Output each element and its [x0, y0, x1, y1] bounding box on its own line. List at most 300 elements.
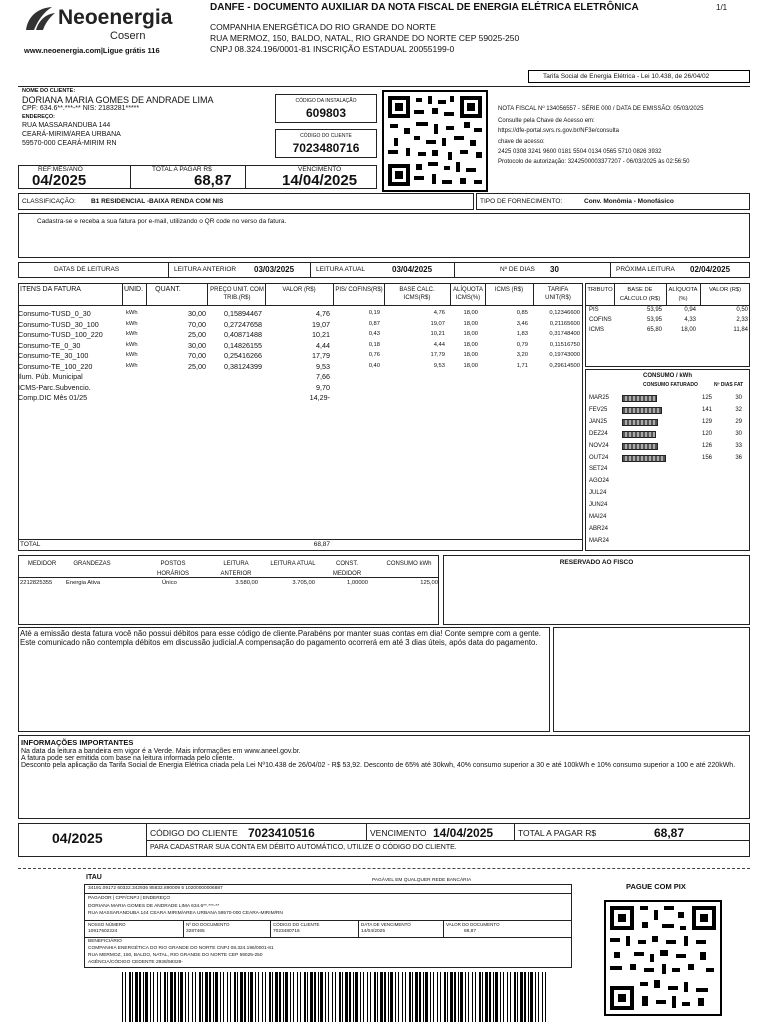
consumption-value: 129 — [701, 418, 712, 425]
barcode-bar — [285, 972, 288, 1022]
barcode-bar — [220, 972, 221, 1022]
barcode-bar — [468, 972, 469, 1022]
invoice-number: NOTA FISCAL Nº 134056557 - SÉRIE 000 / DATA DE EMISSÃO: 05/03/2025 — [498, 106, 704, 112]
items-cell: kWh — [126, 352, 138, 358]
pix-qr-code[interactable] — [604, 900, 722, 1016]
digitable-line: 34191.09172 60322.342936 85832.890009 5 10200000006887 — [88, 886, 223, 891]
barcode-bar — [145, 972, 148, 1022]
installation-code: 609803 — [305, 106, 347, 120]
items-cell: 18,00 — [463, 320, 478, 327]
barcode-bar — [174, 972, 176, 1022]
items-cell: 30,00 — [188, 309, 206, 318]
items-cell: 30,00 — [188, 340, 206, 350]
meter-header-2: POSTOS HORÁRIOS — [156, 561, 189, 577]
message-text: Até a emissão desta fatura você não possui débitos para esse código de cliente.Parabéns por manter suas contas em dia! Conte sempre com a gente. Este comunicado não contempla débitos em discussão judicial.A compensação do pagamento ocorrerá em até 3 dias úteis, após data do pagamento. — [20, 629, 541, 647]
next-reading-date: 02/04/2025 — [690, 265, 731, 274]
barcode-bar — [437, 972, 438, 1022]
info-box — [18, 735, 750, 819]
barcode[interactable] — [120, 972, 550, 1022]
barcode-bar — [234, 972, 236, 1022]
items-cell: 17,79 — [430, 352, 445, 358]
company-cnpj: CNPJ 08.324.196/0001-81 INSCRIÇÃO ESTADUAL 20055199-0 — [210, 44, 455, 54]
logo-subtext: Cosern — [110, 30, 146, 42]
barcode-bar — [489, 972, 491, 1022]
barcode-bar — [388, 972, 389, 1022]
tax-cell: 18,00 — [680, 327, 696, 333]
client-name: DORIANA MARIA GOMES DE ANDRADE LIMA — [22, 95, 214, 105]
tax-header-2: ALÍQUOTA (%) — [668, 287, 698, 302]
month-label: OUT24 — [589, 454, 609, 461]
consumption-bar — [622, 407, 662, 414]
items-cell: 0,19743000 — [549, 352, 580, 358]
items-cell: 25,00 — [188, 361, 206, 371]
barcode-bar — [255, 972, 256, 1022]
barcode-bar — [150, 972, 151, 1022]
items-header-0: ITENS DA FATURA — [20, 286, 81, 293]
items-cell: 0,87 — [368, 320, 380, 327]
barcode-bar — [223, 972, 224, 1022]
items-cell: 0,15894467 — [224, 309, 262, 318]
items-cell: Comp.DIC Mês 01/25 — [18, 393, 88, 402]
items-total-label: TOTAL — [20, 541, 41, 548]
barcode-bar — [248, 972, 249, 1022]
barcode-bar — [192, 972, 193, 1022]
items-cell: 9,53 — [316, 361, 330, 371]
items-cell: 0,43 — [368, 331, 380, 337]
items-cell: 10,21 — [430, 331, 445, 337]
items-total: 68,87 — [313, 541, 330, 548]
barcode-bar — [472, 972, 473, 1022]
items-cell: ICMS-Parc.Subvencio. — [18, 382, 91, 392]
reserved-fisco-box: RESERVADO AO FISCO — [443, 555, 750, 625]
current-reading-date: 03/04/2025 — [392, 265, 433, 274]
barcode-bar — [507, 972, 508, 1022]
barcode-bar — [447, 972, 448, 1022]
info-line-1: Na data da leitura a bandeira em vigor é a Verde. Mais informações em www.aneel.gov.br. — [21, 748, 301, 755]
barcode-bar — [215, 972, 218, 1022]
barcode-bar — [380, 972, 383, 1022]
barcode-bar — [538, 972, 539, 1022]
footer-ref: 04/2025 — [52, 830, 103, 846]
barcode-bar — [345, 972, 348, 1022]
barcode-bar — [363, 972, 364, 1022]
billing-days: 30 — [735, 430, 742, 437]
items-cell: 9,70 — [316, 382, 330, 392]
installation-code-box: CÓDIGO DA INSTALAÇÃO 609803 — [275, 94, 377, 123]
barcode-bar — [367, 972, 368, 1022]
address-line-1: RUA MASSARANDUBA 144 — [22, 122, 111, 129]
client-code: 7023480716 — [292, 141, 360, 155]
items-cell: 0,18 — [368, 341, 380, 348]
items-cell: 70,00 — [188, 319, 206, 329]
items-cell: 18,00 — [463, 310, 478, 316]
items-cell: 0,25416266 — [224, 351, 262, 360]
barcode-bar — [195, 972, 196, 1022]
barcode-bar — [307, 972, 308, 1022]
barcode-bar — [402, 972, 403, 1022]
barcode-bar — [258, 972, 259, 1022]
barcode-bar — [213, 972, 214, 1022]
document-title: DANFE - DOCUMENTO AUXILIAR DA NOTA FISCAL DE ENERGIA ELÉTRICA ELETRÔNICA — [210, 2, 639, 13]
barcode-bar — [503, 972, 504, 1022]
items-header-9: TARIFA UNIT(R$) — [545, 287, 571, 301]
barcode-bar — [415, 972, 418, 1022]
barcode-bar — [328, 972, 329, 1022]
barcode-bar — [419, 972, 421, 1022]
items-cell: 4,44 — [433, 341, 445, 348]
barcode-icon — [120, 972, 550, 1022]
side-box — [553, 627, 750, 732]
agency-code: AGÊNCIA/CÓDIGO CEDENTE 2938/59328- — [88, 960, 183, 965]
items-cell: Consumo-TUSD_100_220 — [18, 330, 103, 339]
barcode-bar — [475, 972, 476, 1022]
total-amount: 68,87 — [194, 172, 232, 189]
items-cell: 17,79 — [312, 351, 330, 360]
barcode-bar — [390, 972, 393, 1022]
items-cell: 0,79 — [516, 341, 528, 348]
items-cell: 19,07 — [312, 319, 330, 329]
auto-debit-note: PARA CADASTRAR SUA CONTA EM DÉBITO AUTOMÁTICO, UTILIZE O CÓDIGO DO CLIENTE. — [150, 844, 457, 851]
barcode-bar — [279, 972, 281, 1022]
barcode-bar — [528, 972, 529, 1022]
barcode-bar — [250, 972, 253, 1022]
ref-month: 04/2025 — [32, 172, 87, 189]
items-cell: 4,76 — [433, 310, 445, 316]
tarifa-social-banner: Tarifa Social de Energia Elétrica - Lei 10.438, de 26/04/02 — [528, 70, 750, 83]
items-cell: 0,21165600 — [549, 320, 580, 327]
consumption-bar — [622, 431, 656, 438]
consumption-title: CONSUMO / kWh — [643, 373, 692, 379]
items-cell: 18,00 — [463, 352, 478, 358]
items-header-2: QUANT. — [155, 286, 181, 293]
items-cell: 1,71 — [516, 362, 528, 369]
barcode-bar — [167, 972, 168, 1022]
consumption-value: 120 — [701, 430, 712, 437]
meter-cell: Energia Ativa — [66, 580, 101, 586]
barcode-bar — [374, 972, 376, 1022]
payer-address: RUA MASSARANDUBA 144 CEARA MIRIM/AREA URBANA 59570-000 CEARA-MIRIM/RN — [88, 911, 283, 916]
barcode-bar — [185, 972, 186, 1022]
consumption-bar — [622, 419, 658, 426]
barcode-bar — [205, 972, 208, 1022]
meter-header-6: CONSUMO kWh — [386, 561, 432, 567]
items-cell: 10,21 — [312, 330, 330, 339]
barcode-bar — [542, 972, 543, 1022]
items-cell: kWh — [126, 341, 138, 348]
barcode-bar — [237, 972, 238, 1022]
bank-name: ITAU — [86, 874, 102, 881]
barcode-bar — [342, 972, 343, 1022]
meter-header-1: GRANDEZAS — [73, 561, 111, 567]
tax-cell: PIS — [589, 307, 599, 313]
payable-anywhere: PAGÁVEL EM QUALQUER REDE BANCÁRIA — [372, 878, 472, 883]
meter-cell: 2212825355 — [20, 580, 53, 586]
nf-qr-code[interactable] — [382, 90, 488, 192]
barcode-bar — [240, 972, 243, 1022]
address-line-2: CEARÁ-MIRIM/AREA URBANA — [22, 131, 121, 138]
barcode-bar — [500, 972, 501, 1022]
tax-cell: COFINS — [589, 317, 612, 323]
barcode-bar — [398, 972, 399, 1022]
barcode-bar — [320, 972, 323, 1022]
items-cell: 0,29614500 — [549, 362, 580, 369]
barcode-bar — [430, 972, 431, 1022]
items-header-3: PREÇO UNIT. COM TRIB.(R$) — [210, 287, 264, 301]
footer-total: 68,87 — [654, 826, 685, 840]
barcode-bar — [482, 972, 483, 1022]
meter-cell: 1,00000 — [347, 580, 368, 586]
consumption-value: 141 — [701, 406, 712, 413]
notice-text: Cadastra-se e receba a sua fatura por e-mail, utilizando o QR code no verso da fatura. — [37, 218, 287, 225]
items-cell: 0,40 — [368, 362, 380, 369]
billing-days: 36 — [735, 454, 742, 461]
barcode-bar — [275, 972, 278, 1022]
items-cell: 0,38124399 — [224, 361, 262, 371]
barcode-bar — [514, 972, 516, 1022]
items-header-6: BASE CALC. ICMS(R$) — [399, 287, 435, 301]
meter-cell: 125,00 — [420, 580, 438, 586]
footer-due-date: 14/04/2025 — [433, 826, 494, 840]
meter-header-4: LEITURA ATUAL — [270, 561, 316, 567]
consumption-value: 125 — [701, 395, 712, 401]
barcode-bar — [412, 972, 413, 1022]
barcode-bar — [458, 972, 459, 1022]
items-cell: 18,00 — [463, 341, 478, 348]
barcode-bar — [377, 972, 378, 1022]
access-key-label: chave de acesso: — [498, 139, 545, 145]
barcode-bar — [297, 972, 298, 1022]
consumption-bar — [622, 455, 666, 462]
barcode-bar — [332, 972, 333, 1022]
items-cell: 1,83 — [516, 331, 528, 337]
meter-cell: 3.705,00 — [292, 580, 315, 586]
barcode-bar — [244, 972, 246, 1022]
items-header-7: ALÍQUOTA ICMS(%) — [453, 287, 483, 301]
barcode-bar — [122, 972, 123, 1022]
tax-cell: 53,95 — [646, 317, 662, 323]
info-line-3: Desconto pela aplicação da Tarifa Social de Energia Elétrica criada pela Lei Nº10.438 de 26/04/02 - R$ 53,92. Desconto de 65% até 30kwh, 40% consumo superior a 30 e até 100kWh e 10% consumo superior a 100 e até 220kWh. — [21, 762, 736, 769]
barcode-bar — [530, 972, 533, 1022]
month-label: ABR24 — [589, 525, 609, 532]
due-date: 14/04/2025 — [282, 172, 358, 189]
beneficiary-address: RUA MERMOZ, 150, BALDO, NATAL, RIO GRANDE DO NORTE CEP 59025-250 — [88, 953, 263, 958]
barcode-bar — [535, 972, 536, 1022]
tax-cell: ICMS — [589, 327, 604, 333]
meter-cell: 3.580,00 — [235, 580, 258, 586]
barcode-bar — [164, 972, 166, 1022]
items-cell: 7,66 — [316, 372, 330, 381]
barcode-bar — [300, 972, 301, 1022]
items-cell: 3,20 — [516, 352, 528, 358]
items-cell: kWh — [126, 331, 138, 337]
barcode-bar — [444, 972, 446, 1022]
barcode-bar — [318, 972, 319, 1022]
month-label: SET24 — [589, 466, 608, 473]
items-cell: Consumo-TUSD_30_100 — [18, 319, 99, 329]
barcode-bar — [262, 972, 263, 1022]
items-header-4: VALOR (R$) — [282, 287, 316, 293]
barcode-bar — [423, 972, 424, 1022]
barcode-bar — [153, 972, 154, 1022]
days-count: 30 — [550, 265, 559, 274]
tax-cell: 65,80 — [646, 327, 662, 333]
barcode-bar — [304, 972, 306, 1022]
month-label: JUN24 — [589, 502, 608, 509]
barcode-bar — [139, 972, 141, 1022]
items-header-1: UNID. — [124, 286, 144, 293]
billing-days: 29 — [735, 418, 742, 425]
items-cell: 4,44 — [316, 340, 330, 350]
site-link[interactable]: www.neoenergia.com|Ligue grátis 116 — [24, 46, 160, 55]
consulta-url[interactable]: https://dfe-portal.svrs.rs.gov.br/NF3e/consulta — [498, 128, 619, 134]
meter-cell: Único — [162, 580, 177, 586]
tax-cell: 2,33 — [736, 317, 748, 323]
neoenergia-logo — [24, 4, 174, 44]
month-label: MAR24 — [589, 537, 610, 544]
items-cell: 0,27247658 — [224, 319, 262, 329]
items-cell: Consumo-TUSD_0_30 — [18, 309, 91, 318]
items-cell: Consumo-TE_0_30 — [18, 340, 81, 350]
barcode-bar — [129, 972, 131, 1022]
barcode-bar — [160, 972, 161, 1022]
barcode-bar — [283, 972, 284, 1022]
barcode-bar — [450, 972, 453, 1022]
barcode-bar — [440, 972, 441, 1022]
items-header-5: PIS/ COFINS(R$) — [335, 287, 383, 293]
barcode-bar — [355, 972, 358, 1022]
barcode-bar — [485, 972, 488, 1022]
month-label: JUL24 — [589, 490, 607, 497]
barcode-bar — [265, 972, 266, 1022]
items-cell: 0,40871488 — [224, 330, 262, 339]
barcode-bar — [272, 972, 273, 1022]
items-cell: 0,14826155 — [224, 340, 262, 350]
barcode-bar — [433, 972, 434, 1022]
barcode-bar — [465, 972, 466, 1022]
barcode-bar — [125, 972, 126, 1022]
barcode-bar — [384, 972, 386, 1022]
items-cell: 18,00 — [463, 331, 478, 337]
barcode-bar — [405, 972, 406, 1022]
items-cell: 4,76 — [316, 309, 330, 318]
pix-qr-icon — [606, 902, 720, 1014]
items-cell: 0,12346600 — [549, 310, 580, 316]
items-cell: 3,46 — [516, 320, 528, 327]
consumption-value: 126 — [701, 442, 712, 449]
tax-header-1: BASE DE CÁLCULO (R$) — [619, 287, 661, 302]
month-label: AGO24 — [589, 478, 610, 485]
client-cpf: CPF: 634.6**.***-** NIS: 2183281***** — [22, 105, 140, 112]
client-code-box: CÓDIGO DO CLIENTE 7023480716 — [275, 129, 377, 158]
items-header-8: ICMS (R$) — [494, 287, 524, 293]
barcode-bar — [132, 972, 133, 1022]
items-cell: Consumo-TE_30_100 — [18, 351, 89, 360]
payer-name: DORIANA MARIA GOMES DE ANDRADE LIMA 634.6**.***-** — [88, 904, 220, 909]
tax-cell: 0,50 — [736, 307, 748, 313]
barcode-bar — [209, 972, 211, 1022]
items-cell: Consumo-TE_100_220 — [18, 361, 93, 371]
barcode-bar — [290, 972, 291, 1022]
items-cell: 19,07 — [430, 320, 445, 327]
barcode-bar — [325, 972, 326, 1022]
items-cell: 9,53 — [433, 362, 445, 369]
tax-cell: 11,84 — [733, 327, 748, 333]
barcode-bar — [454, 972, 456, 1022]
barcode-bar — [227, 972, 228, 1022]
items-cell: kWh — [126, 310, 138, 316]
tax-cell: 0,94 — [684, 307, 696, 313]
items-cell: 0,76 — [368, 352, 380, 358]
barcode-bar — [510, 972, 511, 1022]
month-label: DEZ24 — [589, 430, 608, 437]
barcode-bar — [479, 972, 481, 1022]
company-address: RUA MERMOZ, 150, BALDO, NATAL, RIO GRANDE DO NORTE CEP 59025-250 — [210, 33, 520, 43]
billing-days: 33 — [735, 442, 742, 449]
barcode-bar — [143, 972, 144, 1022]
previous-reading-date: 03/03/2025 — [254, 265, 295, 274]
items-cell: 25,00 — [188, 330, 206, 339]
barcode-bar — [293, 972, 294, 1022]
barcode-bar — [495, 972, 498, 1022]
barcode-bar — [425, 972, 428, 1022]
barcode-bar — [269, 972, 271, 1022]
meter-header-3: LEITURA ANTERIOR — [220, 561, 252, 577]
items-cell: kWh — [126, 320, 138, 327]
items-cell: 18,00 — [463, 362, 478, 369]
barcode-bar — [178, 972, 179, 1022]
items-cell: kWh — [126, 362, 138, 369]
address-line-3: 59570-000 CEARÁ-MIRIM RN — [22, 140, 117, 147]
qr-code-icon — [384, 92, 486, 190]
tax-header-3: VALOR (R$) — [708, 287, 742, 293]
message-box — [18, 627, 550, 732]
tax-cell: 53,95 — [646, 307, 662, 313]
classification-box: CLASSIFICAÇÃO: B1 RESIDENCIAL -BAIXA RENDA COM NIS — [18, 193, 474, 210]
meter-header-0: MEDIDOR — [27, 561, 57, 567]
classification: B1 RESIDENCIAL -BAIXA RENDA COM NIS — [91, 198, 224, 205]
info-line-2: A fatura pode ser emitida com base na leitura informada pelo cliente. — [21, 755, 235, 762]
month-label: NOV24 — [589, 442, 609, 449]
barcode-bar — [230, 972, 231, 1022]
barcode-bar — [335, 972, 336, 1022]
items-cell: Ilum. Púb. Municipal — [18, 372, 83, 381]
page-number: 1/1 — [716, 3, 728, 12]
month-label: MAI24 — [589, 514, 607, 520]
items-cell: 70,00 — [188, 351, 206, 360]
items-cell: 0,31748400 — [549, 331, 580, 337]
month-label: JAN25 — [589, 418, 608, 425]
barcode-bar — [520, 972, 523, 1022]
consumption-bar — [622, 395, 657, 402]
tax-cell: 4,33 — [684, 317, 696, 323]
barcode-bar — [349, 972, 351, 1022]
beneficiary: COMPANHIA ENERGÉTICA DO RIO GRANDE DO NORTE CNPJ 08.324.196/0001-81 — [88, 946, 274, 951]
items-cell: 0,11516750 — [549, 341, 580, 348]
supply-type: Conv. Monômia - Monofásico — [584, 198, 674, 205]
items-cell: 14,29- — [309, 393, 330, 402]
barcode-bar — [135, 972, 138, 1022]
barcode-bar — [188, 972, 189, 1022]
barcode-bar — [180, 972, 183, 1022]
barcode-bar — [545, 972, 546, 1022]
barcode-bar — [170, 972, 173, 1022]
meter-header-5: CONST. MEDIDOR — [332, 561, 362, 577]
barcode-bar — [157, 972, 158, 1022]
consulta-text: Consulte pela Chave de Acesso em: — [498, 118, 595, 124]
barcode-bar — [409, 972, 411, 1022]
info-title: INFORMAÇÕES IMPORTANTES — [21, 738, 134, 747]
barcode-bar — [202, 972, 203, 1022]
